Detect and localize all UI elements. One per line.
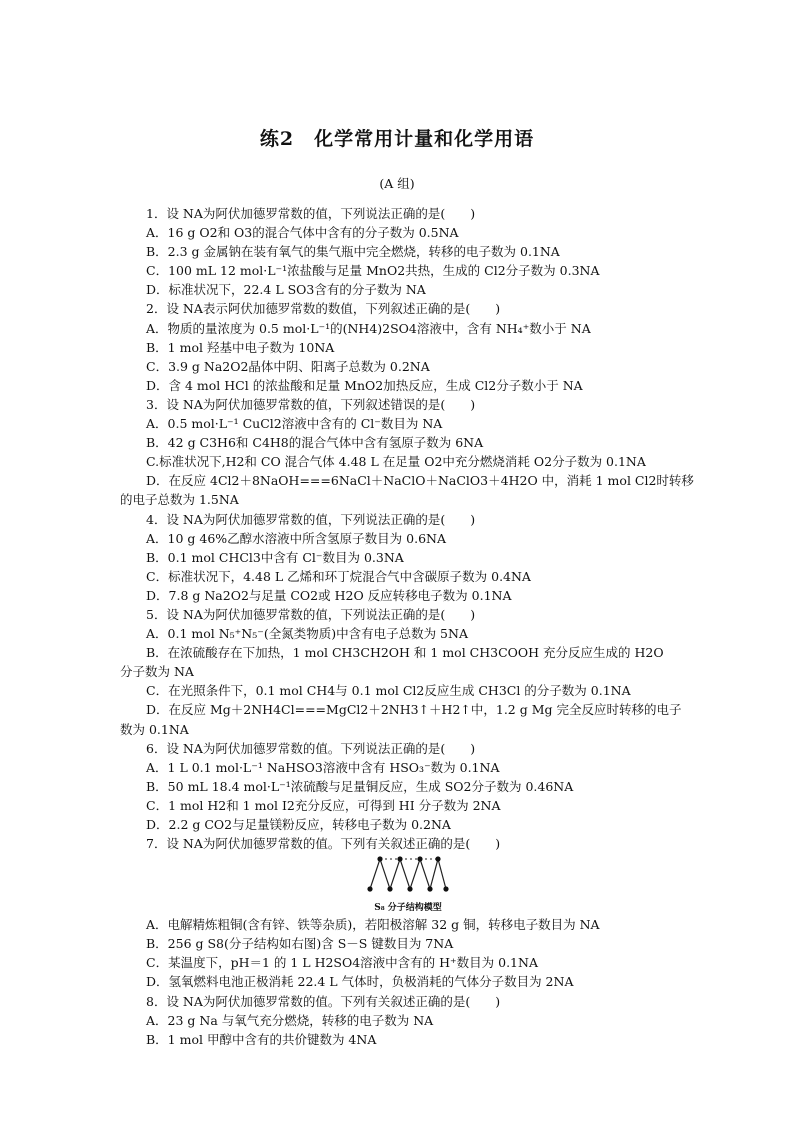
option-line: A．16 g O2和 O3的混合气体中含有的分子数为 0.5NA bbox=[146, 225, 459, 241]
sulfur-atom bbox=[407, 887, 412, 892]
option-line: C.标准状况下,H2和 CO 混合气体 4.48 L 在足量 O2中充分燃烧消耗 O2分子数为 0.1NA bbox=[146, 454, 646, 470]
s-s-bond-lines bbox=[370, 859, 446, 889]
group-label: (A 组) bbox=[379, 176, 415, 191]
sulfur-atom bbox=[427, 887, 432, 892]
question-stem: 5．设 NA为阿伏加德罗常数的值，下列说法正确的是( ) bbox=[146, 606, 476, 622]
option-line: B．256 g S8(分子结构如右图)含 S－S 键数目为 7NA bbox=[146, 936, 454, 952]
option-line: B．42 g C3H6和 C4H8的混合气体中含有氢原子数为 6NA bbox=[146, 435, 484, 451]
option-line: D．7.8 g Na2O2与足量 CO2或 H2O 反应转移电子数为 0.1NA bbox=[146, 587, 512, 603]
question-stem: 6．设 NA为阿伏加德罗常数的值。下列说法正确的是( ) bbox=[146, 740, 476, 756]
molecule-figure bbox=[120, 853, 680, 915]
option-line: C．3.9 g Na2O2晶体中阴、阳离子总数为 0.2NA bbox=[146, 358, 430, 374]
continuation-line: 数为 0.1NA bbox=[120, 721, 189, 737]
option-line: C．某温度下，pH＝1 的 1 L H2SO4溶液中含有的 H⁺数目为 0.1NA bbox=[146, 955, 538, 971]
option-line: B．1 mol 甲醇中含有的共价键数为 4NA bbox=[146, 1031, 377, 1047]
continuation-line: 分子数为 NA bbox=[120, 664, 194, 680]
question-stem: 1．设 NA为阿伏加德罗常数的值，下列说法正确的是( ) bbox=[146, 206, 476, 221]
option-line: B．1 mol 羟基中电子数为 10NA bbox=[146, 339, 335, 355]
option-line: C．100 mL 12 mol·L⁻¹浓盐酸与足量 MnO2共热，生成的 Cl2分子数为 0.3NA bbox=[146, 263, 600, 279]
sulfur-atom bbox=[387, 887, 392, 892]
option-line: A．物质的量浓度为 0.5 mol·L⁻¹的(NH4)2SO4溶液中，含有 NH₄⁺数小于 NA bbox=[146, 320, 591, 336]
sulfur-atom bbox=[417, 857, 422, 862]
sulfur-atom bbox=[377, 857, 382, 862]
question-list bbox=[120, 204, 694, 1049]
option-line: A．23 g Na 与氧气充分燃烧，转移的电子数为 NA bbox=[146, 1012, 434, 1028]
sulfur-atom bbox=[367, 887, 372, 892]
option-line: A．电解精炼粗铜(含有锌、铁等杂质)，若阳极溶解 32 g 铜，转移电子数目为 NA bbox=[146, 917, 600, 933]
sulfur-atom bbox=[435, 857, 440, 862]
continuation-line: 的电子总数为 1.5NA bbox=[120, 492, 239, 508]
option-line: A．10 g 46%乙醇水溶液中所含氢原子数目为 0.6NA bbox=[146, 530, 446, 546]
option-line: D．含 4 mol HCl 的浓盐酸和足量 MnO2加热反应，生成 Cl2分子数小于 NA bbox=[146, 377, 583, 393]
option-line: D．氢氧燃料电池正极消耗 22.4 L 气体时，负极消耗的气体分子数目为 2NA bbox=[146, 974, 574, 990]
question-stem: 3．设 NA为阿伏加德罗常数的值，下列叙述错误的是( ) bbox=[146, 396, 476, 412]
option-line: D．2.2 g CO2与足量镁粉反应，转移电子数为 0.2NA bbox=[146, 817, 451, 832]
s8-molecule-diagram bbox=[366, 853, 450, 897]
option-line: D．标准状况下，22.4 L SO3含有的分子数为 NA bbox=[146, 282, 426, 298]
figure-caption: S₈ 分子结构模型 bbox=[374, 903, 442, 914]
option-line: B．50 mL 18.4 mol·L⁻¹浓硫酸与足量铜反应，生成 SO2分子数为 0.46NA bbox=[146, 778, 574, 794]
option-line: D．在反应 4Cl2＋8NaOH===6NaCl＋NaClO＋NaClO3＋4H2O 中，消耗 1 mol Cl2时转移 bbox=[146, 473, 694, 489]
option-line: C．1 mol H2和 1 mol I2充分反应，可得到 HI 分子数为 2NA bbox=[146, 797, 501, 813]
question-stem: 2．设 NA表示阿伏加德罗常数的数值，下列叙述正确的是( ) bbox=[146, 301, 501, 317]
option-line: B．0.1 mol CHCl3中含有 Cl⁻数目为 0.3NA bbox=[146, 549, 404, 565]
option-line: D．在反应 Mg＋2NH4Cl===MgCl2＋2NH3↑＋H2↑中，1.2 g Mg 完全反应时转移的电子 bbox=[146, 702, 682, 718]
option-line: A．0.1 mol N₅⁺N₅⁻(全氮类物质)中含有电子总数为 5NA bbox=[146, 626, 468, 642]
question-stem: 7．设 NA为阿伏加德罗常数的值。下列有关叙述正确的是( ) bbox=[146, 836, 501, 852]
option-line: C．标准状况下，4.48 L 乙烯和环丁烷混合气中含碳原子数为 0.4NA bbox=[146, 568, 531, 584]
option-line: A．0.5 mol·L⁻¹ CuCl2溶液中含有的 Cl⁻数目为 NA bbox=[146, 416, 443, 432]
option-line: B．在浓硫酸存在下加热，1 mol CH3CH2OH 和 1 mol CH3COOH 充分反应生成的 H2O bbox=[146, 645, 664, 661]
option-line: C．在光照条件下，0.1 mol CH4与 0.1 mol Cl2反应生成 CH3Cl 的分子数为 0.1NA bbox=[146, 683, 631, 699]
sulfur-atom bbox=[397, 857, 402, 862]
question-stem: 4．设 NA为阿伏加德罗常数的值，下列说法正确的是( ) bbox=[146, 511, 476, 527]
page-title: 练2 化学常用计量和化学用语 bbox=[259, 128, 535, 150]
option-line: A．1 L 0.1 mol·L⁻¹ NaHSO3溶液中含有 HSO₃⁻数为 0.1NA bbox=[146, 759, 500, 775]
option-line: B．2.3 g 金属钠在装有氧气的集气瓶中完全燃烧，转移的电子数为 0.1NA bbox=[146, 244, 560, 260]
sulfur-atom bbox=[443, 887, 448, 892]
question-stem: 8．设 NA为阿伏加德罗常数的值。下列有关叙述正确的是( ) bbox=[146, 993, 501, 1009]
